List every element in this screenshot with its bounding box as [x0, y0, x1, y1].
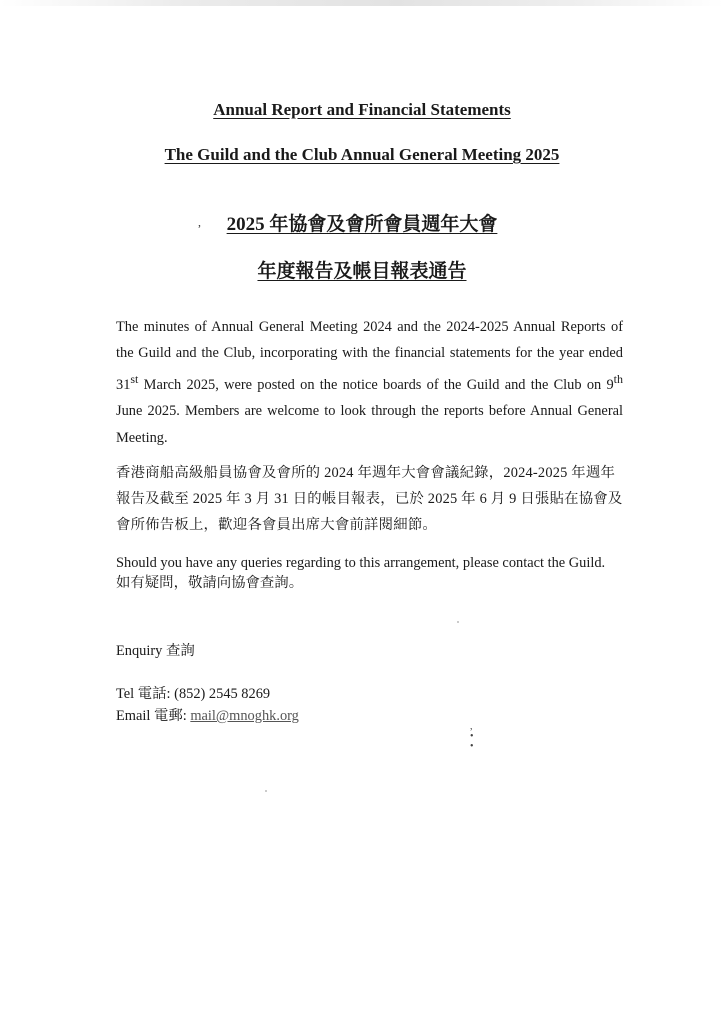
email-line — [116, 704, 299, 725]
query-chinese: 如有疑問，敬請向協會查詢。 — [116, 575, 304, 591]
notice-text-part3: June 2025. Members are welcome to look through the reports before Annual General Meeting. — [116, 403, 623, 446]
email-link[interactable]: mail@mnoghk.org — [190, 708, 299, 724]
title-chinese-line2: 年度報告及帳目報表通告 — [257, 261, 467, 282]
title-english-line2: The Guild and the Club Annual General Meeting 2025 — [164, 145, 560, 164]
scan-marks: , • • — [470, 721, 474, 752]
notice-paragraph-english — [116, 314, 623, 451]
scan-shadow-edge — [0, 0, 724, 6]
title-english-line1: Annual Report and Financial Statements — [213, 100, 511, 119]
query-english: Should you have any queries regarding to this arrangement, please contact the Guild. — [116, 555, 606, 571]
telephone-number: (852) 2545 8269 — [174, 686, 271, 702]
telephone-line — [116, 682, 270, 703]
notice-text-part1: The minutes of Annual General Meeting 2024 and the 2024-2025 Annual Reports of the Guild and the Club, incorporating with the financial statements for the year ended 31 — [116, 319, 623, 394]
email-label: Email 電郵: — [116, 708, 191, 724]
ordinal-suffix-st: st — [130, 372, 139, 387]
notice-text-part2: March 2025, were posted on the notice boards of the Guild and the Club on 9 — [138, 377, 614, 394]
telephone-label: Tel 電話: — [116, 686, 175, 702]
ordinal-suffix-th: th — [613, 372, 623, 387]
title-chinese-line1: 2025 年協會及會所會員週年大會 — [226, 214, 498, 235]
scan-speck — [457, 621, 459, 623]
scan-speck — [265, 790, 267, 792]
enquiry-label: Enquiry 查詢 — [116, 643, 195, 659]
notice-paragraph-chinese: 香港商船高級船員協會及會所的 2024 年週年大會會議紀錄，2024-2025 年週年報告及截至 2025 年 3 月 31 日的帳目報表，已於 2025 年 6 月 9 日張貼在協會及會所佈告板上，歡迎各會員出席大會前詳閱細節。 — [116, 465, 623, 534]
pen-mark: , — [198, 215, 201, 229]
